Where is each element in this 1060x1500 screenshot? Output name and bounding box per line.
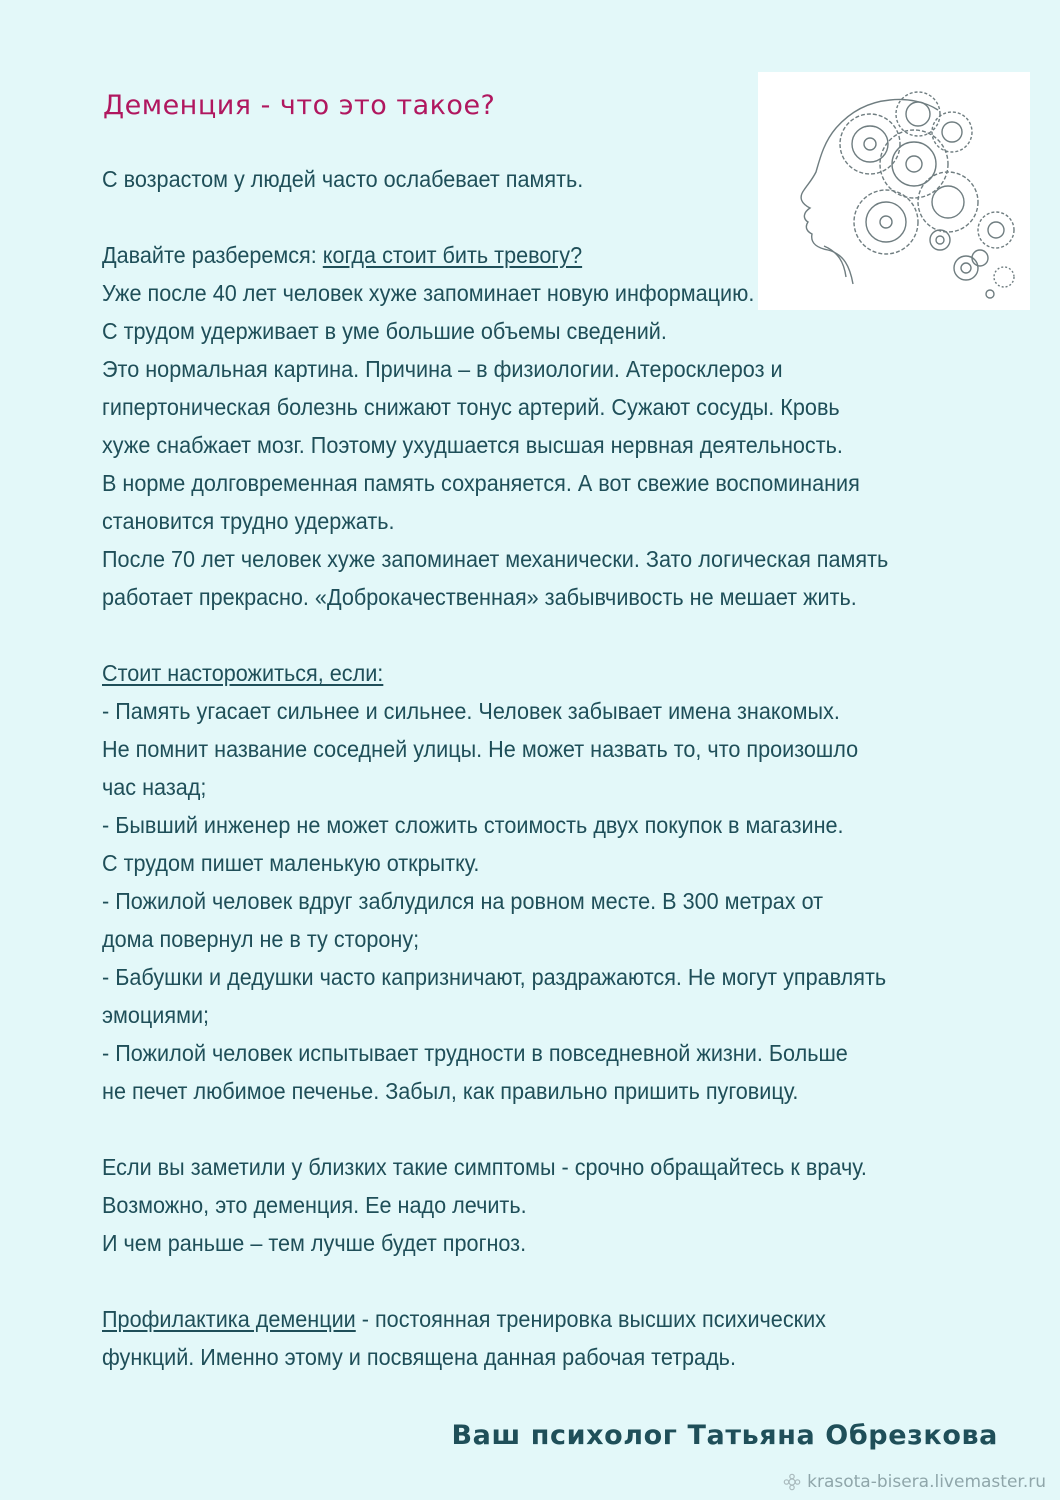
caution-line: Не помнит название соседней улицы. Не может назвать то, что произошло: [102, 736, 859, 762]
caution-line: час назад;: [102, 774, 207, 800]
advice-line: Если вы заметили у близких такие симптомы - срочно обращайтесь к врачу.: [102, 1154, 867, 1180]
advice-line: И чем раньше – тем лучше будет прогноз.: [102, 1230, 527, 1256]
alarm-link: когда стоит бить тревогу?: [322, 242, 583, 268]
caution-line: не печет любимое печенье. Забыл, как правильно пришить пуговицу.: [102, 1078, 799, 1104]
caution-line: - Бывший инженер не может сложить стоимость двух покупок в магазине.: [102, 812, 844, 838]
para1-line: Это нормальная картина. Причина – в физиологии. Атеросклероз и: [102, 356, 783, 382]
caution-line: дома повернул не в ту сторону;: [102, 926, 420, 952]
flower-icon: [783, 1473, 801, 1491]
prevention-line: [102, 1300, 958, 1338]
prevention-link: Профилактика деменции: [102, 1306, 356, 1332]
watermark: [783, 1472, 1046, 1492]
alarm-lead: Давайте разберемся:: [102, 242, 323, 268]
caution-line: С трудом пишет маленькую открытку.: [102, 850, 480, 876]
caution-heading: Стоит насторожиться, если:: [102, 660, 384, 686]
para1-line: работает прекрасно. «Доброкачественная» забывчивость не мешает жить.: [102, 584, 857, 610]
page-title: Деменция - что это такое?: [103, 90, 496, 121]
alarm-line: [102, 236, 958, 274]
caution-line: - Пожилой человек вдруг заблудился на ровном месте. В 300 метрах от: [102, 888, 824, 914]
para1-line: хуже снабжает мозг. Поэтому ухудшается высшая нервная деятельность.: [102, 432, 843, 458]
para1-line: С трудом удерживает в уме большие объемы сведений.: [102, 318, 667, 344]
para1-line: Уже после 40 лет человек хуже запоминает новую информацию.: [102, 280, 755, 306]
caution-line: - Память угасает сильнее и сильнее. Человек забывает имена знакомых.: [102, 698, 840, 724]
caution-line: - Пожилой человек испытывает трудности в повседневной жизни. Больше: [102, 1040, 848, 1066]
article-body: [102, 160, 958, 1376]
intro-line: С возрастом у людей часто ослабевает память.: [102, 166, 584, 192]
prevention-rest: - постоянная тренировка высших психических: [355, 1306, 826, 1332]
prevention-line-2: функций. Именно этому и посвящена данная рабочая тетрадь.: [102, 1344, 736, 1370]
watermark-text: krasota-bisera.livemaster.ru: [807, 1472, 1046, 1492]
signature: Ваш психолог Татьяна Обрезкова: [451, 1420, 998, 1451]
advice-line: Возможно, это деменция. Ее надо лечить.: [102, 1192, 527, 1218]
caution-line: - Бабушки и дедушки часто капризничают, раздражаются. Не могут управлять: [102, 964, 887, 990]
caution-line: эмоциями;: [102, 1002, 210, 1028]
para1-line: После 70 лет человек хуже запоминает механически. Зато логическая память: [102, 546, 889, 572]
para1-line: становится трудно удержать.: [102, 508, 395, 534]
para1-line: В норме долговременная память сохраняется. А вот свежие воспоминания: [102, 470, 860, 496]
para1-line: гипертоническая болезнь снижают тонус артерий. Сужают сосуды. Кровь: [102, 394, 840, 420]
